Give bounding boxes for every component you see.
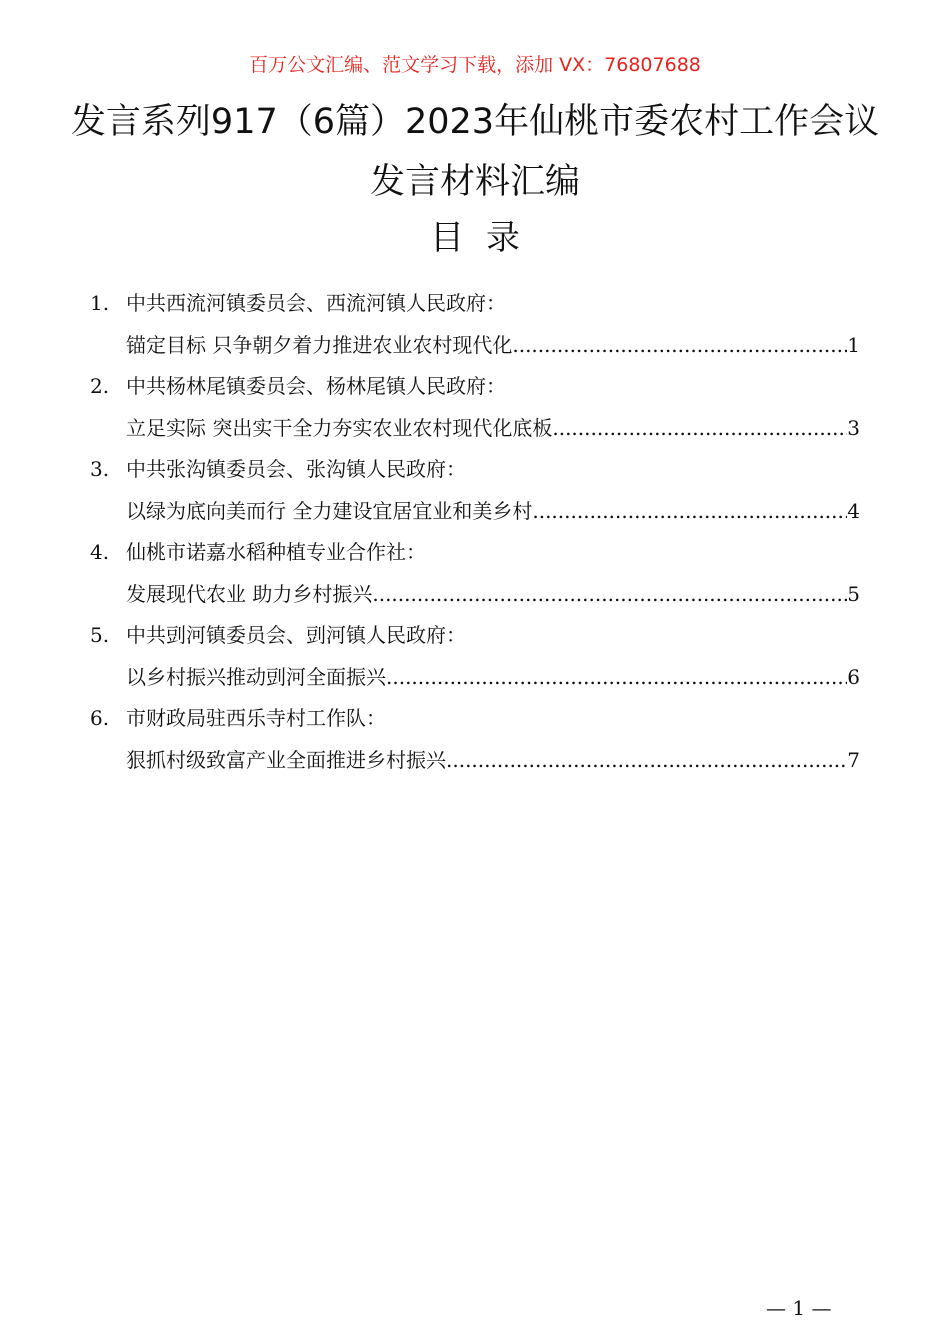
toc-entry-org [90,367,860,409]
toc-entry-page: 5 [847,581,860,606]
toc-entry-page: 7 [847,747,860,772]
page-number: — 1 — [766,1296,832,1320]
toc-leader-dots [372,575,847,617]
toc-entry-org [90,699,860,741]
toc-leader-dots [532,492,847,534]
toc-entry-organization: 中共剅河镇委员会、剅河镇人民政府： [126,623,466,647]
toc-leader-dots [512,326,847,368]
toc-entry-organization: 中共张沟镇委员会、张沟镇人民政府： [126,457,466,481]
toc-entry-organization: 市财政局驻西乐寺村工作队： [126,706,386,730]
toc-entry-title[interactable]: 以绿为底向美而行 全力建设宜居宜业和美乡村 [126,498,533,523]
toc-entry-title[interactable]: 以乡村振兴推动剅河全面振兴 [126,664,386,689]
toc-entry-title[interactable]: 发展现代农业 助力乡村振兴 [126,581,373,606]
toc-entry[interactable] [90,741,860,783]
toc-leader-dots [446,741,847,783]
toc-entry-organization: 中共西流河镇委员会、西流河镇人民政府： [126,291,506,315]
toc-entry[interactable] [90,409,860,451]
toc-entry-title[interactable]: 立足实际 突出实干全力夯实农业农村现代化底板 [126,415,553,440]
toc-entry-organization: 中共杨林尾镇委员会、杨林尾镇人民政府： [126,374,506,398]
toc-entry[interactable] [90,492,860,534]
toc-entry-org [90,284,860,326]
toc-entry-page: 1 [847,332,860,357]
toc-entry-org [90,616,860,658]
document-title: 发言系列917（6篇）2023年仙桃市委农村工作会议发言材料汇编 [70,102,880,202]
toc-heading: 目录 [430,218,542,258]
toc-entry-number: 5. [90,623,110,647]
toc-entry-title[interactable]: 锚定目标 只争朝夕着力推进农业农村现代化 [126,332,513,357]
toc-entry[interactable] [90,575,860,617]
toc-entry-number: 2. [90,374,110,398]
toc-entry-number: 4. [90,540,110,564]
toc-leader-dots [552,409,847,451]
table-of-contents [90,284,860,782]
toc-leader-dots [386,658,847,700]
toc-entry-page: 6 [847,664,860,689]
watermark-banner: 百万公文汇编、范文学习下载，添加 VX：76807688 [249,54,701,76]
toc-entry[interactable] [90,658,860,700]
toc-entry-organization: 仙桃市诺嘉水稻种植专业合作社： [126,540,426,564]
toc-entry-page: 4 [847,498,860,523]
toc-entry-title[interactable]: 狠抓村级致富产业全面推进乡村振兴 [126,747,446,772]
toc-entry-number: 3. [90,457,110,481]
toc-entry-number: 6. [90,706,110,730]
toc-entry-org [90,450,860,492]
toc-entry[interactable] [90,326,860,368]
toc-entry-number: 1. [90,291,110,315]
toc-entry-org [90,533,860,575]
toc-entry-page: 3 [847,415,860,440]
